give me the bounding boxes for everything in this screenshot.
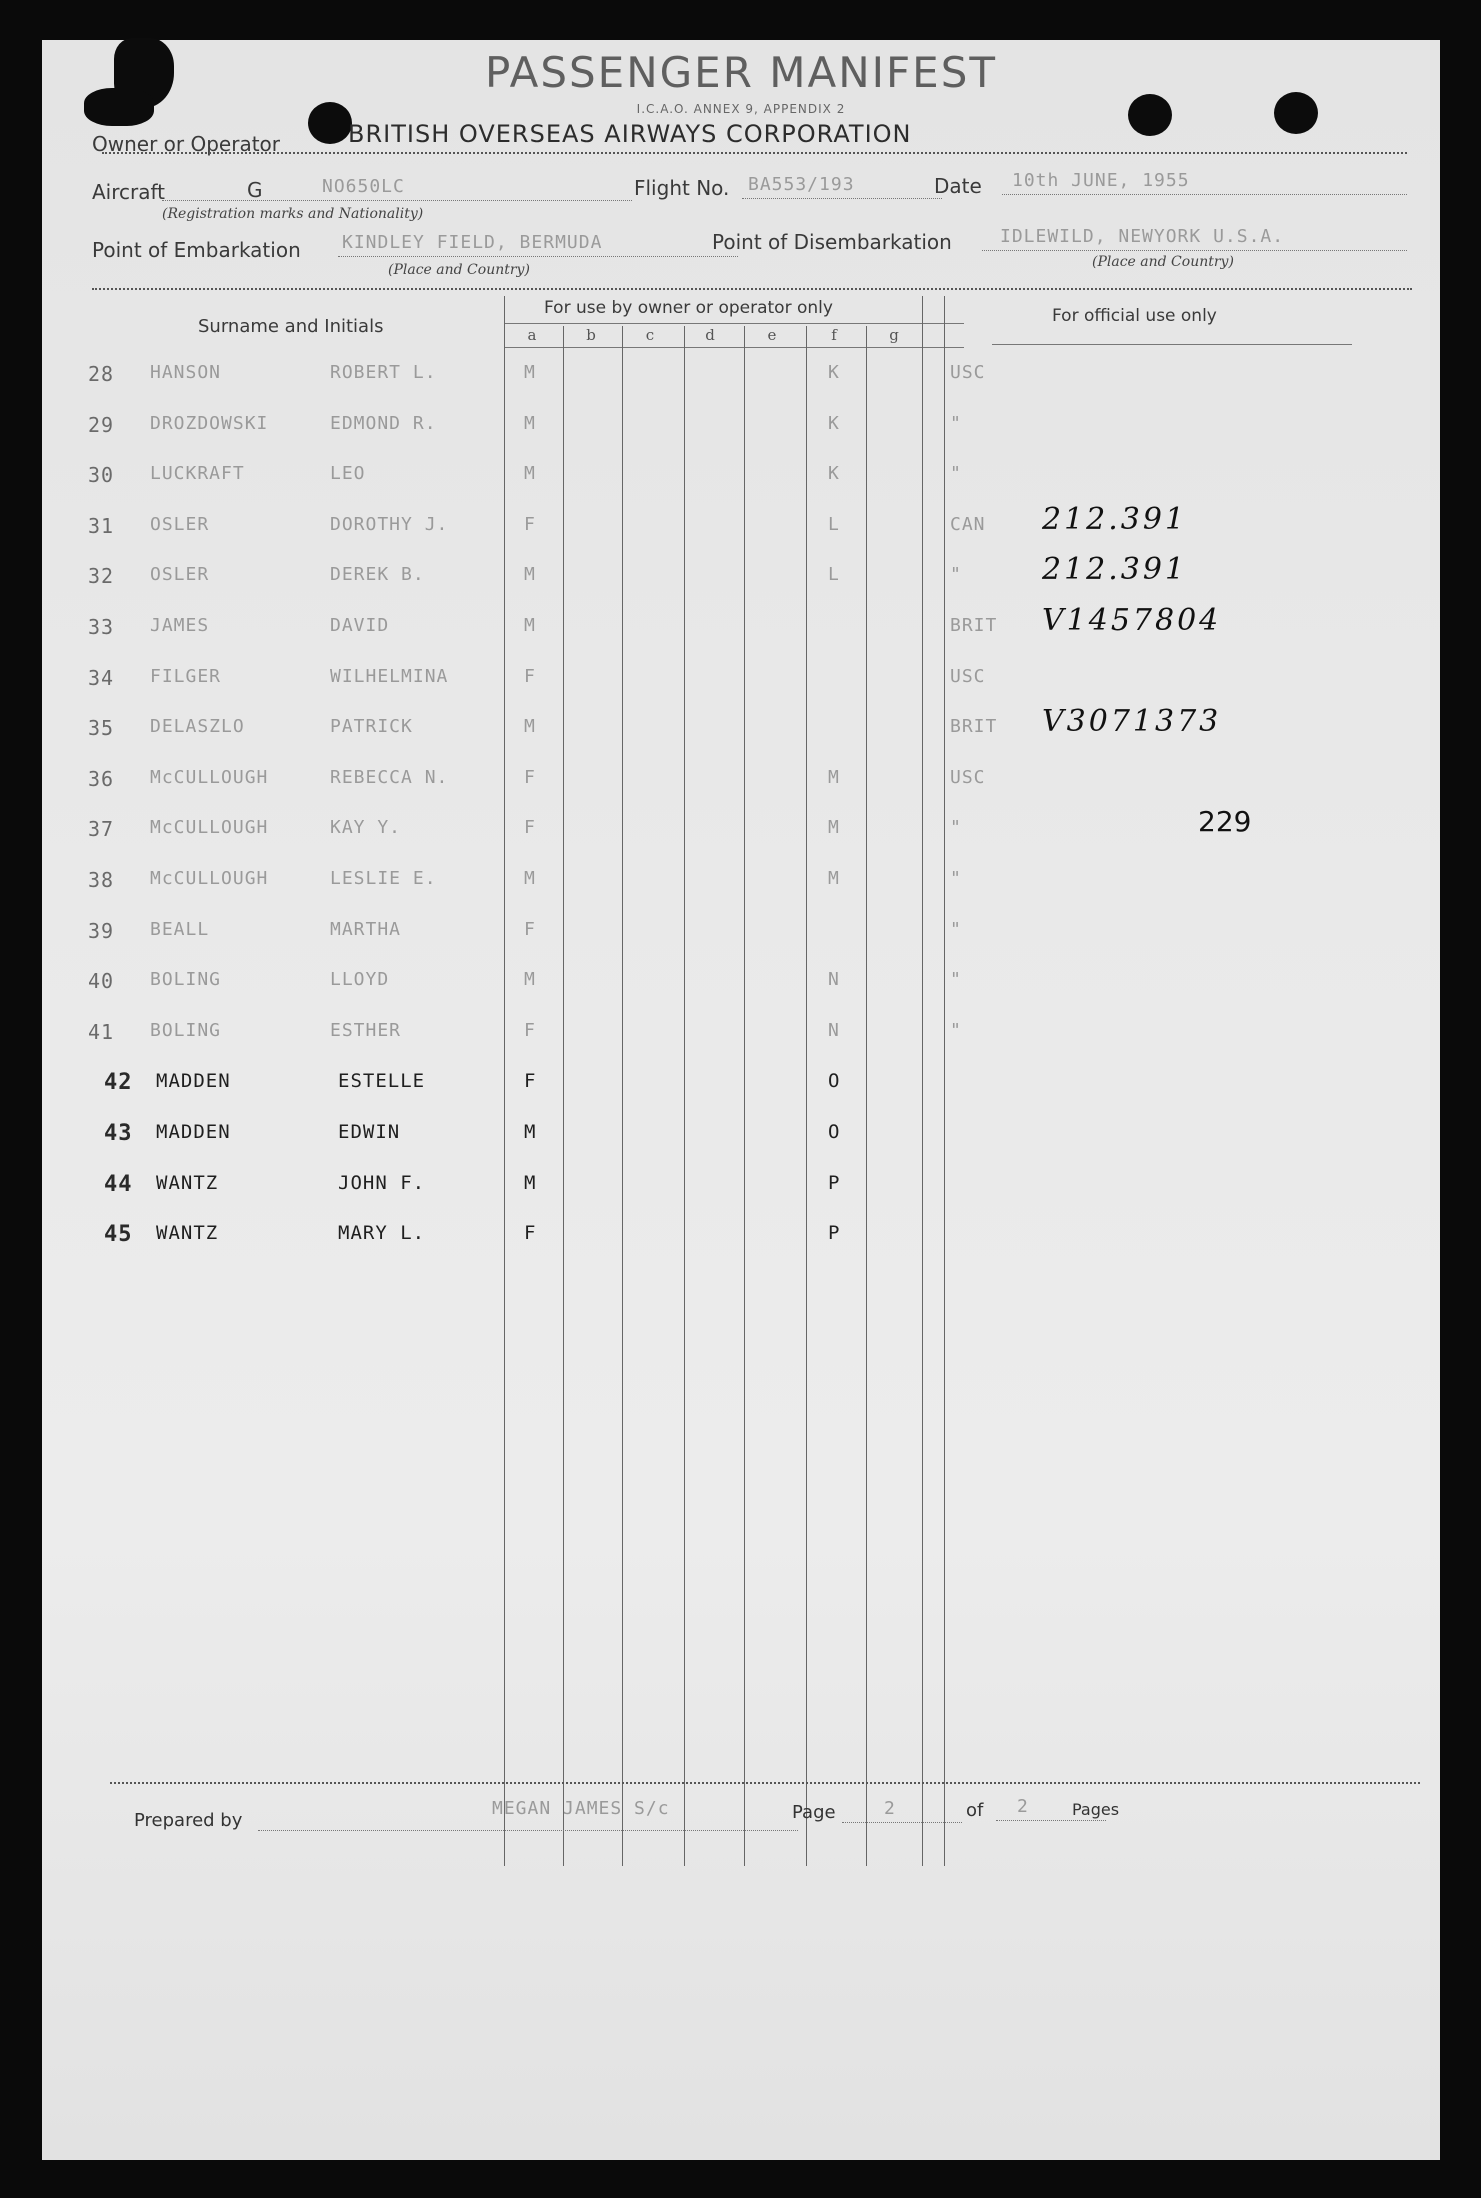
owner-label: Owner or Operator (92, 132, 280, 156)
column-letter-rule (504, 347, 964, 348)
passenger-sex: F (524, 514, 536, 535)
of-label: of (966, 1800, 984, 1821)
official-status: " (950, 413, 962, 434)
official-status: USC (950, 362, 986, 383)
passenger-given-name: JOHN F. (338, 1172, 426, 1194)
page-underline (842, 1822, 962, 1823)
passenger-sex: M (524, 716, 536, 737)
column-rule (684, 326, 685, 1866)
prepared-value: MEGAN JAMES S/c (492, 1798, 670, 1819)
passenger-code: K (828, 362, 840, 383)
passenger-code: O (828, 1121, 841, 1143)
passenger-given-name: REBECCA N. (330, 767, 449, 788)
disembark-hint: (Place and Country) (1092, 254, 1234, 270)
row-number: 32 (88, 564, 115, 588)
passenger-sex: M (524, 463, 536, 484)
official-status: BRIT (950, 615, 998, 636)
passenger-surname: FILGER (150, 666, 222, 687)
column-letter-a: a (527, 326, 537, 344)
official-header-rule (992, 344, 1352, 345)
passenger-given-name: PATRICK (330, 716, 413, 737)
passenger-given-name: ROBERT L. (330, 362, 437, 383)
official-status: " (950, 919, 962, 940)
passenger-sex: F (524, 1070, 537, 1092)
manifest-sheet (42, 40, 1440, 2160)
column-letter-d: d (705, 326, 715, 344)
passenger-surname: OSLER (150, 514, 210, 535)
name-column-header: Surname and Initials (198, 316, 384, 337)
column-letter-c: c (645, 326, 655, 344)
column-rule (622, 326, 623, 1866)
row-number: 44 (104, 1172, 133, 1197)
pages-label: Pages (1072, 1800, 1120, 1819)
page-title: PASSENGER MANIFEST (484, 48, 998, 97)
passenger-surname: BOLING (150, 969, 222, 990)
passenger-sex: M (524, 564, 536, 585)
footer-separator (110, 1782, 1420, 1784)
official-status: " (950, 463, 962, 484)
flight-underline (742, 198, 942, 199)
passenger-given-name: DOROTHY J. (330, 514, 449, 535)
embark-label: Point of Embarkation (92, 238, 301, 262)
page-label: Page (792, 1802, 836, 1823)
owner-line (102, 152, 1407, 154)
official-status: USC (950, 767, 986, 788)
column-rule (944, 296, 945, 1866)
aircraft-hint: (Registration marks and Nationality) (162, 206, 424, 222)
page-value: 2 (884, 1798, 896, 1819)
passenger-sex: F (524, 817, 536, 838)
header-separator (92, 288, 1412, 290)
official-status: " (950, 868, 962, 889)
row-number: 43 (104, 1121, 133, 1146)
passenger-given-name: LLOYD (330, 969, 390, 990)
row-number: 28 (88, 362, 115, 386)
passenger-given-name: DEREK B. (330, 564, 425, 585)
passenger-code: N (828, 969, 840, 990)
passenger-surname: LUCKRAFT (150, 463, 245, 484)
official-status: " (950, 1020, 962, 1041)
official-status: BRIT (950, 716, 998, 737)
passenger-surname: McCULLOUGH (150, 817, 269, 838)
handwritten-note: 212.391 (1042, 552, 1188, 587)
passenger-surname: HANSON (150, 362, 222, 383)
passenger-given-name: MARY L. (338, 1222, 426, 1244)
passenger-sex: M (524, 1121, 537, 1143)
handwritten-note: V3071373 (1042, 704, 1222, 739)
passenger-surname: WANTZ (156, 1222, 219, 1244)
handwritten-note: 212.391 (1042, 502, 1188, 537)
passenger-sex: M (524, 413, 536, 434)
embark-underline (338, 256, 738, 257)
passenger-code: P (828, 1222, 841, 1244)
row-number: 34 (88, 666, 115, 690)
official-status: " (950, 969, 962, 990)
passenger-surname: JAMES (150, 615, 210, 636)
total-pages-value: 2 (1017, 1796, 1029, 1817)
passenger-code: M (828, 817, 840, 838)
prepared-underline (258, 1830, 798, 1831)
column-rule (866, 326, 867, 1866)
passenger-sex: F (524, 1020, 536, 1041)
official-column-header: For official use only (1052, 306, 1217, 326)
passenger-code: K (828, 463, 840, 484)
passenger-sex: F (524, 919, 536, 940)
column-rule (563, 326, 564, 1866)
passenger-code: K (828, 413, 840, 434)
disembark-value: IDLEWILD, NEWYORK U.S.A. (1000, 226, 1285, 247)
handwritten-note: 229 (1198, 805, 1252, 838)
passenger-given-name: KAY Y. (330, 817, 402, 838)
passenger-code: L (828, 564, 840, 585)
column-letter-g: g (889, 326, 899, 344)
owner-value: BRITISH OVERSEAS AIRWAYS CORPORATION (348, 120, 912, 148)
passenger-code: M (828, 868, 840, 889)
official-status: CAN (950, 514, 986, 535)
row-number: 29 (88, 413, 115, 437)
operator-header-rule (504, 323, 964, 324)
handwritten-note: V1457804 (1042, 603, 1222, 638)
date-underline (1002, 194, 1407, 195)
disembark-underline (982, 250, 1407, 251)
column-rule (744, 326, 745, 1866)
aircraft-label: Aircraft (92, 180, 166, 204)
embark-hint: (Place and Country) (388, 262, 530, 278)
passenger-surname: BOLING (150, 1020, 222, 1041)
row-number: 39 (88, 919, 115, 943)
column-letter-e: e (767, 326, 777, 344)
passenger-code: N (828, 1020, 840, 1041)
row-number: 40 (88, 969, 115, 993)
row-number: 42 (104, 1070, 133, 1095)
disembark-label: Point of Disembarkation (712, 230, 952, 254)
passenger-surname: MADDEN (156, 1070, 231, 1092)
column-letter-b: b (586, 326, 596, 344)
passenger-sex: M (524, 868, 536, 889)
passenger-given-name: ESTHER (330, 1020, 402, 1041)
row-number: 41 (88, 1020, 115, 1044)
passenger-surname: MADDEN (156, 1121, 231, 1143)
row-number: 33 (88, 615, 115, 639)
passenger-sex: M (524, 969, 536, 990)
aircraft-prefix: G (247, 178, 263, 202)
date-label: Date (934, 174, 982, 198)
column-rule (806, 326, 807, 1866)
row-number: 36 (88, 767, 115, 791)
flight-label: Flight No. (634, 176, 730, 200)
official-status: " (950, 817, 962, 838)
passenger-given-name: EDWIN (338, 1121, 401, 1143)
passenger-sex: F (524, 767, 536, 788)
aircraft-value: NO650LC (322, 176, 405, 197)
page-subtitle: I.C.A.O. ANNEX 9, APPENDIX 2 (636, 102, 846, 116)
passenger-sex: M (524, 1172, 537, 1194)
passenger-code: P (828, 1172, 841, 1194)
passenger-code: L (828, 514, 840, 535)
passenger-surname: DELASZLO (150, 716, 245, 737)
passenger-surname: WANTZ (156, 1172, 219, 1194)
row-number: 45 (104, 1222, 133, 1247)
row-number: 37 (88, 817, 115, 841)
passenger-given-name: LESLIE E. (330, 868, 437, 889)
aircraft-underline (162, 200, 632, 201)
embark-value: KINDLEY FIELD, BERMUDA (342, 232, 603, 253)
passenger-given-name: WILHELMINA (330, 666, 449, 687)
passenger-sex: M (524, 362, 536, 383)
passenger-code: M (828, 767, 840, 788)
official-status: " (950, 564, 962, 585)
passenger-given-name: ESTELLE (338, 1070, 426, 1092)
flight-value: BA553/193 (748, 174, 855, 195)
column-letter-f: f (831, 326, 837, 344)
column-rule (504, 296, 505, 1866)
passenger-given-name: DAVID (330, 615, 390, 636)
column-rule (922, 296, 923, 1866)
row-number: 38 (88, 868, 115, 892)
row-number: 31 (88, 514, 115, 538)
date-value: 10th JUNE, 1955 (1012, 170, 1190, 191)
official-status: USC (950, 666, 986, 687)
operator-column-header: For use by owner or operator only (544, 298, 833, 318)
row-number: 35 (88, 716, 115, 740)
row-number: 30 (88, 463, 115, 487)
passenger-given-name: EDMOND R. (330, 413, 437, 434)
passenger-surname: DROZDOWSKI (150, 413, 269, 434)
passenger-surname: McCULLOUGH (150, 767, 269, 788)
passenger-given-name: MARTHA (330, 919, 402, 940)
passenger-surname: BEALL (150, 919, 210, 940)
passenger-surname: McCULLOUGH (150, 868, 269, 889)
passenger-given-name: LEO (330, 463, 366, 484)
passenger-sex: F (524, 666, 536, 687)
passenger-sex: M (524, 615, 536, 636)
total-underline (996, 1820, 1106, 1821)
passenger-sex: F (524, 1222, 537, 1244)
passenger-surname: OSLER (150, 564, 210, 585)
prepared-label: Prepared by (134, 1810, 243, 1831)
passenger-code: O (828, 1070, 841, 1092)
